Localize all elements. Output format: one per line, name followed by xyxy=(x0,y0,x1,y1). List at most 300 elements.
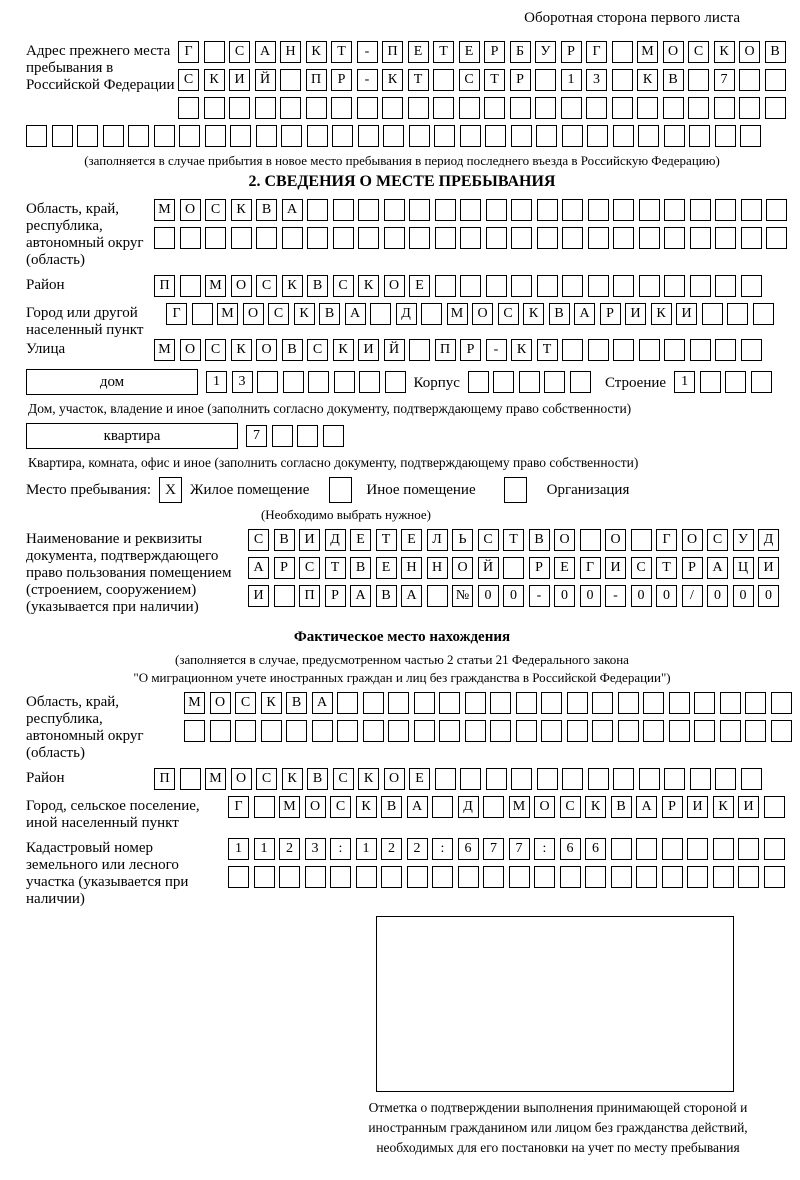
char-cell: 2 xyxy=(279,838,300,860)
char-cell xyxy=(714,97,735,119)
char-cell xyxy=(611,866,632,888)
char-cell: О xyxy=(384,768,405,790)
char-cell: Н xyxy=(427,557,448,579)
char-cell xyxy=(613,125,634,147)
char-cell: В xyxy=(376,585,397,607)
apartment-note: Квартира, комната, офис и иное (заполнить согласно документу, подтверждающему право собственности) xyxy=(28,455,639,470)
char-cell: В xyxy=(350,557,371,579)
char-cell xyxy=(103,125,124,147)
char-cell: Е xyxy=(409,275,430,297)
char-cell xyxy=(664,125,685,147)
char-cell: Р xyxy=(484,41,505,63)
char-cell xyxy=(588,339,609,361)
char-row xyxy=(154,275,762,297)
char-cell: К xyxy=(358,275,379,297)
char-cell xyxy=(639,339,660,361)
char-cell xyxy=(460,125,481,147)
char-cell: Г xyxy=(580,557,601,579)
char-cell xyxy=(256,227,277,249)
char-cell xyxy=(229,97,250,119)
char-cell xyxy=(771,720,792,742)
char-cell: Е xyxy=(350,529,371,551)
char-cell: 1 xyxy=(206,371,227,393)
char-cell xyxy=(286,720,307,742)
document-field xyxy=(26,529,778,617)
section2-title: 2. СВЕДЕНИЯ О МЕСТЕ ПРЕБЫВАНИЯ xyxy=(248,173,556,190)
char-cell: Т xyxy=(433,41,454,63)
char-cell xyxy=(333,199,354,221)
char-cell xyxy=(458,866,479,888)
char-cell: С xyxy=(707,529,728,551)
char-cell: Г xyxy=(656,529,677,551)
char-cell: А xyxy=(401,585,422,607)
char-cell: М xyxy=(509,796,530,818)
char-cell: Н xyxy=(280,41,301,63)
char-cell xyxy=(235,720,256,742)
char-cell: С xyxy=(560,796,581,818)
char-cell: Т xyxy=(376,529,397,551)
char-cell xyxy=(414,720,435,742)
char-cell: С xyxy=(688,41,709,63)
char-cell xyxy=(739,97,760,119)
char-cell xyxy=(331,97,352,119)
char-cell xyxy=(486,227,507,249)
char-cell: 1 xyxy=(228,838,249,860)
char-cell xyxy=(306,97,327,119)
char-cell xyxy=(636,838,657,860)
char-cell: Т xyxy=(408,69,429,91)
char-cell xyxy=(408,97,429,119)
char-cell xyxy=(254,866,275,888)
char-cell xyxy=(562,339,583,361)
cadastral-label: Кадастровый номер земельного или лесного участка (указывается при наличии) xyxy=(26,840,189,907)
char-cell: В xyxy=(286,692,307,714)
char-cell xyxy=(587,125,608,147)
char-cell: К xyxy=(231,339,252,361)
char-cell xyxy=(771,692,792,714)
char-cell xyxy=(690,199,711,221)
char-cell xyxy=(254,796,275,818)
char-cell: О xyxy=(243,303,264,325)
char-cell: 2 xyxy=(381,838,402,860)
char-cell xyxy=(612,41,633,63)
char-cell xyxy=(388,692,409,714)
char-row xyxy=(228,838,785,860)
char-cell xyxy=(459,97,480,119)
char-row xyxy=(184,692,792,714)
char-cell: 7 xyxy=(509,838,530,860)
street-field xyxy=(26,339,778,367)
char-cell xyxy=(274,585,295,607)
char-cell xyxy=(562,125,583,147)
char-cell: О xyxy=(605,529,626,551)
char-cell xyxy=(764,838,785,860)
char-cell xyxy=(409,125,430,147)
char-cell: И xyxy=(687,796,708,818)
char-cell xyxy=(688,97,709,119)
char-cell xyxy=(715,227,736,249)
char-cell xyxy=(764,866,785,888)
char-cell xyxy=(741,339,762,361)
char-cell xyxy=(588,275,609,297)
page-side-note: Оборотная сторона первого листа xyxy=(524,10,740,26)
char-cell: 7 xyxy=(714,69,735,91)
char-cell xyxy=(562,199,583,221)
char-cell: О xyxy=(256,339,277,361)
char-cell xyxy=(689,125,710,147)
char-cell xyxy=(613,768,634,790)
char-row xyxy=(178,97,786,119)
house-note: Дом, участок, владение и иное (заполнить согласно документу, подтверждающему право собственности) xyxy=(28,401,632,416)
char-cell xyxy=(280,69,301,91)
char-cell xyxy=(535,97,556,119)
char-cell: 3 xyxy=(305,838,326,860)
char-cell xyxy=(740,125,761,147)
char-cell xyxy=(432,866,453,888)
char-cell xyxy=(690,339,711,361)
document-label: Наименование и реквизиты документа, подтверждающего право пользования помещением (строением, сооружением) (указывается при наличии) xyxy=(26,531,232,615)
char-row xyxy=(154,199,787,221)
char-cell xyxy=(588,199,609,221)
char-cell: Г xyxy=(228,796,249,818)
char-cell: И xyxy=(625,303,646,325)
char-cell xyxy=(534,866,555,888)
char-cell: И xyxy=(605,557,626,579)
char-cell xyxy=(192,303,213,325)
char-cell xyxy=(307,227,328,249)
char-row xyxy=(248,557,779,579)
char-cell xyxy=(741,768,762,790)
char-cell xyxy=(256,125,277,147)
char-row xyxy=(154,768,762,790)
char-cell xyxy=(281,125,302,147)
char-cell xyxy=(433,97,454,119)
char-cell xyxy=(486,768,507,790)
label-residential: Жилое помещение xyxy=(190,481,310,498)
char-cell: Р xyxy=(460,339,481,361)
char-cell xyxy=(631,529,652,551)
char-cell: 6 xyxy=(560,838,581,860)
char-cell xyxy=(261,720,282,742)
char-cell: О xyxy=(180,339,201,361)
char-cell xyxy=(766,227,787,249)
char-cell xyxy=(432,796,453,818)
char-cell xyxy=(613,339,634,361)
house-row xyxy=(26,369,778,395)
label-other-premises: Иное помещение xyxy=(366,481,476,498)
char-cell xyxy=(330,866,351,888)
char-cell xyxy=(643,720,664,742)
char-cell xyxy=(485,125,506,147)
char-cell xyxy=(612,97,633,119)
stroenie-label: Строение xyxy=(604,374,667,391)
char-cell: Т xyxy=(503,529,524,551)
char-cell: : xyxy=(534,838,555,860)
char-cell: 0 xyxy=(758,585,779,607)
actual-location-note2: "О миграционном учете иностранных граждан и лиц без гражданства в Российской Федерации") xyxy=(133,670,671,685)
char-cell: С xyxy=(205,199,226,221)
char-cell: Р xyxy=(325,585,346,607)
actual-district-label: Район xyxy=(26,770,65,786)
char-cell xyxy=(307,125,328,147)
char-cell: 1 xyxy=(561,69,582,91)
char-cell xyxy=(409,227,430,249)
char-cell: Ц xyxy=(733,557,754,579)
checkbox-residential: X xyxy=(159,477,182,503)
korpus-label: Корпус xyxy=(413,374,460,391)
actual-region-label: Область, край, республика, автономный округ (область) xyxy=(26,694,144,761)
char-cell: Е xyxy=(554,557,575,579)
char-cell: В xyxy=(663,69,684,91)
char-cell xyxy=(537,768,558,790)
char-cell: И xyxy=(758,557,779,579)
char-cell: В xyxy=(307,768,328,790)
checkbox-organization xyxy=(504,477,527,503)
char-cell xyxy=(255,97,276,119)
char-row xyxy=(228,866,785,888)
char-cell: О xyxy=(534,796,555,818)
char-cell xyxy=(739,69,760,91)
char-cell: Ь xyxy=(452,529,473,551)
char-cell xyxy=(562,768,583,790)
char-cell xyxy=(611,838,632,860)
char-row xyxy=(184,720,792,742)
char-cell: О xyxy=(663,41,684,63)
char-cell xyxy=(486,275,507,297)
char-cell xyxy=(414,692,435,714)
char-cell xyxy=(662,866,683,888)
char-cell xyxy=(257,371,278,393)
char-cell xyxy=(178,97,199,119)
char-cell xyxy=(664,768,685,790)
char-cell: 3 xyxy=(586,69,607,91)
char-cell xyxy=(409,199,430,221)
char-cell: Р xyxy=(529,557,550,579)
char-cell: У xyxy=(733,529,754,551)
char-cell xyxy=(687,866,708,888)
char-cell xyxy=(334,371,355,393)
char-cell xyxy=(468,371,489,393)
char-cell: 0 xyxy=(554,585,575,607)
char-cell: Г xyxy=(166,303,187,325)
char-cell: М xyxy=(205,768,226,790)
char-cell xyxy=(363,692,384,714)
char-row xyxy=(166,303,774,325)
char-cell: Е xyxy=(376,557,397,579)
char-cell xyxy=(586,97,607,119)
char-cell: А xyxy=(407,796,428,818)
char-cell xyxy=(537,227,558,249)
actual-location-note1: (заполняется в случае, предусмотренном частью 2 статьи 21 Федерального закона xyxy=(175,652,629,667)
char-cell: Р xyxy=(662,796,683,818)
char-cell: К xyxy=(294,303,315,325)
char-cell xyxy=(561,97,582,119)
char-cell: М xyxy=(217,303,238,325)
char-cell xyxy=(490,692,511,714)
char-cell: И xyxy=(738,796,759,818)
char-cell xyxy=(460,768,481,790)
char-cell: 0 xyxy=(707,585,728,607)
char-cell xyxy=(537,199,558,221)
char-cell: И xyxy=(229,69,250,91)
char-cell xyxy=(562,275,583,297)
char-row-overflow xyxy=(26,125,778,147)
char-cell xyxy=(613,275,634,297)
char-cell: Р xyxy=(561,41,582,63)
char-cell xyxy=(669,720,690,742)
char-cell xyxy=(204,97,225,119)
char-cell xyxy=(179,125,200,147)
char-cell xyxy=(613,199,634,221)
char-cell xyxy=(588,768,609,790)
char-cell: Т xyxy=(331,41,352,63)
char-cell: М xyxy=(279,796,300,818)
char-cell: С xyxy=(333,275,354,297)
char-cell: А xyxy=(248,557,269,579)
char-cell: Т xyxy=(325,557,346,579)
char-cell: К xyxy=(261,692,282,714)
char-cell: А xyxy=(255,41,276,63)
char-cell xyxy=(720,692,741,714)
char-cell xyxy=(465,692,486,714)
char-cell: 1 xyxy=(356,838,377,860)
char-cell xyxy=(358,125,379,147)
char-cell xyxy=(765,97,786,119)
char-row xyxy=(248,529,779,551)
char-cell: Т xyxy=(656,557,677,579)
char-cell: - xyxy=(357,41,378,63)
char-cell xyxy=(588,227,609,249)
char-cell: С xyxy=(459,69,480,91)
char-cell xyxy=(439,692,460,714)
char-cell xyxy=(741,227,762,249)
char-cell: С xyxy=(498,303,519,325)
char-cell xyxy=(77,125,98,147)
char-cell: 6 xyxy=(458,838,479,860)
char-cell xyxy=(337,692,358,714)
char-cell: Р xyxy=(274,557,295,579)
stay-type-note: (Необходимо выбрать нужное) xyxy=(260,507,432,522)
char-cell xyxy=(484,97,505,119)
char-cell xyxy=(580,529,601,551)
char-cell: Г xyxy=(178,41,199,63)
char-cell xyxy=(715,275,736,297)
char-cell: Г xyxy=(586,41,607,63)
checkbox-other-premises xyxy=(329,477,352,503)
char-cell: Л xyxy=(427,529,448,551)
char-cell: О xyxy=(739,41,760,63)
char-cell xyxy=(562,227,583,249)
char-cell xyxy=(511,768,532,790)
prev-address-note: (заполняется в случае прибытия в новое место пребывания в период последнего въезда в Российскую Федерацию) xyxy=(84,153,720,168)
char-cell xyxy=(439,720,460,742)
char-cell: С xyxy=(256,768,277,790)
char-cell xyxy=(337,720,358,742)
char-cell xyxy=(384,227,405,249)
char-row xyxy=(178,69,786,91)
actual-region-field xyxy=(26,692,778,768)
char-cell xyxy=(435,199,456,221)
apartment-cells xyxy=(246,425,344,447)
char-cell: Р xyxy=(600,303,621,325)
char-cell: В xyxy=(319,303,340,325)
char-cell xyxy=(753,303,774,325)
char-cell xyxy=(381,866,402,888)
char-cell xyxy=(465,720,486,742)
char-cell xyxy=(536,125,557,147)
char-cell xyxy=(383,125,404,147)
char-cell: А xyxy=(350,585,371,607)
char-cell xyxy=(154,227,175,249)
char-cell: А xyxy=(574,303,595,325)
char-cell: С xyxy=(205,339,226,361)
char-cell xyxy=(511,275,532,297)
char-row xyxy=(228,796,785,818)
char-cell xyxy=(323,425,344,447)
char-cell: Р xyxy=(510,69,531,91)
char-cell xyxy=(307,199,328,221)
char-cell: П xyxy=(154,768,175,790)
char-cell xyxy=(639,275,660,297)
char-cell xyxy=(230,125,251,147)
char-cell: В xyxy=(549,303,570,325)
char-cell: А xyxy=(312,692,333,714)
char-cell xyxy=(128,125,149,147)
char-cell xyxy=(272,425,293,447)
char-cell: О xyxy=(682,529,703,551)
char-cell xyxy=(356,866,377,888)
char-cell: М xyxy=(637,41,658,63)
char-cell xyxy=(690,768,711,790)
char-cell xyxy=(664,227,685,249)
cadastral-field xyxy=(26,838,778,908)
char-cell xyxy=(493,371,514,393)
char-row xyxy=(154,339,762,361)
house-number-cells xyxy=(206,371,406,393)
char-cell xyxy=(741,275,762,297)
char-cell: И xyxy=(676,303,697,325)
char-cell: К xyxy=(523,303,544,325)
stay-type-row xyxy=(26,477,778,503)
char-cell: П xyxy=(382,41,403,63)
char-cell xyxy=(370,303,391,325)
char-cell: В xyxy=(529,529,550,551)
char-cell: А xyxy=(345,303,366,325)
char-cell xyxy=(715,199,736,221)
char-cell xyxy=(180,275,201,297)
stroenie-cells xyxy=(674,371,772,393)
char-cell: К xyxy=(282,275,303,297)
region-label: Область, край, республика, автономный округ (область) xyxy=(26,201,144,268)
char-cell xyxy=(664,339,685,361)
char-cell: Б xyxy=(510,41,531,63)
char-cell xyxy=(618,720,639,742)
confirmation-stamp-note: Отметка о подтверждении выполнения принимающей стороной и иностранным гражданином или лицом без гражданства действий, необходимых для его постановки на учет по месту пребывания xyxy=(368,1100,748,1155)
prev-address-rows xyxy=(178,41,786,125)
char-cell xyxy=(333,227,354,249)
char-cell: С xyxy=(631,557,652,579)
prev-address-section xyxy=(26,41,778,125)
char-cell xyxy=(713,866,734,888)
char-cell: В xyxy=(307,275,328,297)
char-cell xyxy=(715,768,736,790)
char-cell xyxy=(585,866,606,888)
char-cell: - xyxy=(486,339,507,361)
char-cell xyxy=(541,692,562,714)
char-cell xyxy=(639,199,660,221)
char-cell: О xyxy=(180,199,201,221)
char-cell: - xyxy=(357,69,378,91)
